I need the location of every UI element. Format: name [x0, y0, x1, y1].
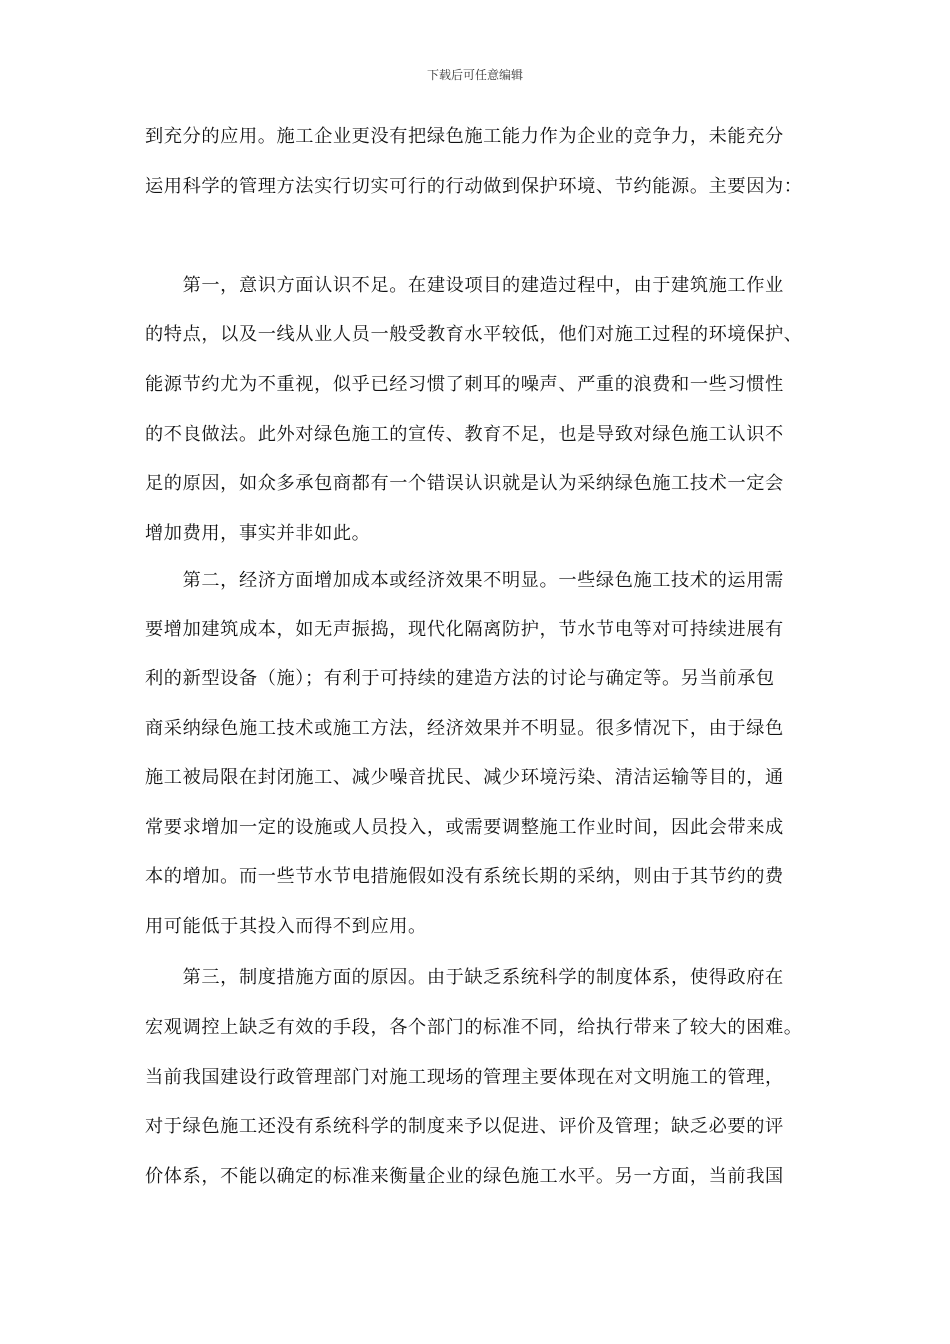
- text-line: 用可能低于其投入而得不到应用。: [145, 916, 427, 937]
- text-line: 施工被局限在封闭施工、减少噪音扰民、减少环境污染、清洁运输等目的，通: [145, 767, 784, 788]
- text-line: 第三，制度措施方面的原因。由于缺乏系统科学的制度体系，使得政府在: [145, 967, 784, 988]
- text-line: 价体系，不能以确定的标准来衡量企业的绿色施工水平。另一方面，当前我国: [145, 1166, 784, 1187]
- text-line: 利的新型设备（施）；有利于可持续的建造方法的讨论与确定等。另当前承包: [145, 668, 775, 689]
- text-line: 的特点，以及一线从业人员一般受教育水平较低，他们对施工过程的环境保护、: [145, 324, 803, 345]
- text-line: 常要求增加一定的设施或人员投入，或需要调整施工作业时间，因此会带来成: [145, 817, 784, 838]
- text-line: 足的原因，如众多承包商都有一个错误认识就是认为采纳绿色施工技术一定会: [145, 473, 784, 494]
- text-line: 增加费用，事实并非如此。: [145, 523, 371, 544]
- text-line: 到充分的应用。施工企业更没有把绿色施工能力作为企业的竞争力，未能充分: [145, 126, 784, 147]
- text-line: 能源节约尤为不重视，似乎已经习惯了刺耳的噪声、严重的浪费和一些习惯性: [145, 374, 784, 395]
- text-line: 对于绿色施工还没有系统科学的制度来予以促进、评价及管理；缺乏必要的评: [145, 1116, 784, 1137]
- text-line: 商采纳绿色施工技术或施工方法，经济效果并不明显。很多情况下，由于绿色: [145, 718, 784, 739]
- text-line: 运用科学的管理方法实行切实可行的行动做到保护环境、节约能源。主要因为：: [145, 176, 803, 197]
- page-header: 下载后可任意编辑: [426, 68, 523, 82]
- text-line: 的不良做法。此外对绿色施工的宣传、教育不足，也是导致对绿色施工认识不: [145, 424, 784, 445]
- text-line: 第二，经济方面增加成本或经济效果不明显。一些绿色施工技术的运用需: [145, 570, 784, 591]
- text-line: 本的增加。而一些节水节电措施假如没有系统长期的采纳，则由于其节约的费: [145, 866, 784, 887]
- text-line: 要增加建筑成本，如无声振捣，现代化隔离防护，节水节电等对可持续进展有: [145, 619, 784, 640]
- text-line: 宏观调控上缺乏有效的手段，各个部门的标准不同，给执行带来了较大的困难。: [145, 1017, 803, 1038]
- text-line: 第一，意识方面认识不足。在建设项目的建造过程中，由于建筑施工作业: [145, 275, 784, 296]
- text-line: 当前我国建设行政管理部门对施工现场的管理主要体现在对文明施工的管理，: [145, 1067, 784, 1088]
